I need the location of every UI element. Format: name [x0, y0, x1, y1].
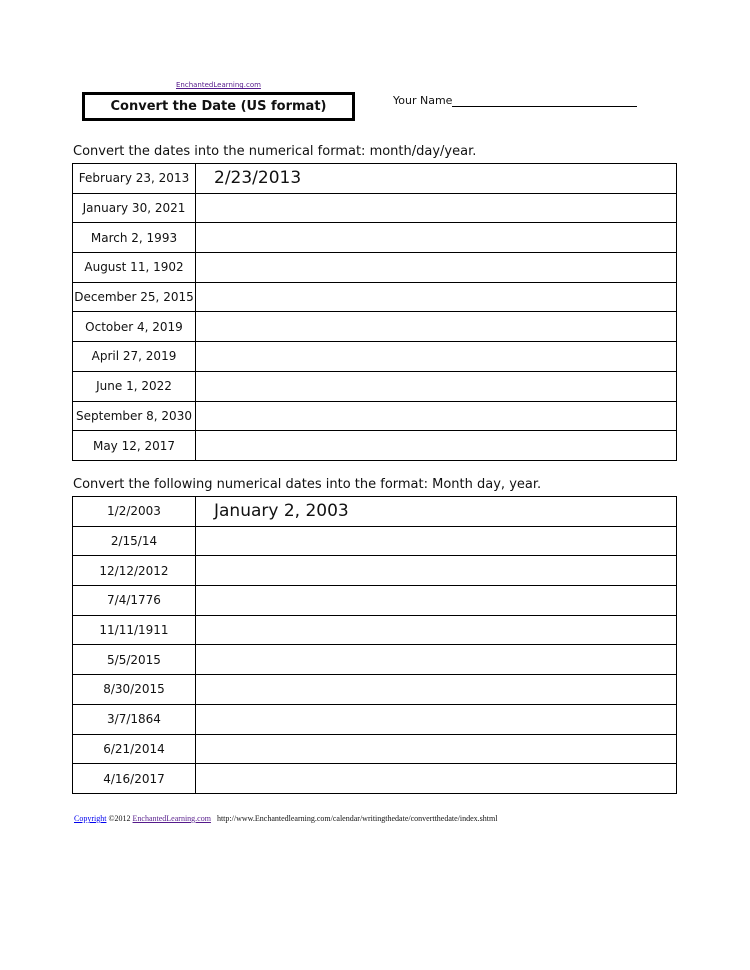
question-cell: August 11, 1902	[73, 253, 196, 283]
table-row	[73, 401, 677, 431]
question-cell: 3/7/1864	[73, 704, 196, 734]
table-row	[73, 675, 677, 705]
footer-url: http://www.Enchantedlearning.com/calendar/writingthedate/convertthedate/index.shtml	[216, 814, 498, 823]
table-row	[73, 645, 677, 675]
answer-cell[interactable]: January 2, 2003	[196, 497, 677, 527]
copyright-year: ©2012	[108, 814, 131, 823]
question-cell: December 25, 2015	[73, 282, 196, 312]
question-cell: 11/11/1911	[73, 615, 196, 645]
answer-cell[interactable]	[196, 342, 677, 372]
question-cell: 8/30/2015	[73, 675, 196, 705]
name-field[interactable]	[393, 94, 637, 107]
question-cell: January 30, 2021	[73, 193, 196, 223]
site-link[interactable]: EnchantedLearning.com	[176, 81, 261, 89]
table-row	[73, 556, 677, 586]
answer-cell[interactable]	[196, 764, 677, 794]
answer-cell[interactable]	[196, 704, 677, 734]
dates-table-1	[72, 163, 677, 461]
name-label: Your Name	[393, 94, 453, 107]
answer-cell[interactable]	[196, 556, 677, 586]
question-cell: 2/15/14	[73, 526, 196, 556]
name-line[interactable]	[452, 96, 637, 107]
answer-cell[interactable]	[196, 645, 677, 675]
copyright-link[interactable]: Copyright	[74, 814, 107, 823]
table-row	[73, 253, 677, 283]
question-cell: 1/2/2003	[73, 497, 196, 527]
answer-cell[interactable]	[196, 615, 677, 645]
answer-cell[interactable]	[196, 401, 677, 431]
table-row	[73, 431, 677, 461]
table-row	[73, 342, 677, 372]
answer-cell[interactable]	[196, 734, 677, 764]
table-row	[73, 764, 677, 794]
table-row	[73, 615, 677, 645]
question-cell: February 23, 2013	[73, 164, 196, 194]
question-cell: March 2, 1993	[73, 223, 196, 253]
question-cell: 5/5/2015	[73, 645, 196, 675]
table-row	[73, 164, 677, 194]
footer-site-link[interactable]: EnchantedLearning.com	[132, 814, 211, 823]
section1-instruction: Convert the dates into the numerical format: month/day/year.	[73, 144, 477, 159]
question-cell: 6/21/2014	[73, 734, 196, 764]
page-title: Convert the Date (US format)	[82, 92, 355, 121]
table-row	[73, 586, 677, 616]
answer-cell[interactable]	[196, 371, 677, 401]
section2-instruction: Convert the following numerical dates into the format: Month day, year.	[73, 477, 542, 492]
answer-cell[interactable]	[196, 223, 677, 253]
answer-cell[interactable]	[196, 193, 677, 223]
question-cell: 7/4/1776	[73, 586, 196, 616]
answer-cell[interactable]	[196, 675, 677, 705]
answer-cell[interactable]	[196, 282, 677, 312]
question-cell: October 4, 2019	[73, 312, 196, 342]
answer-cell[interactable]	[196, 253, 677, 283]
answer-cell[interactable]	[196, 586, 677, 616]
question-cell: September 8, 2030	[73, 401, 196, 431]
answer-cell[interactable]	[196, 431, 677, 461]
table-row	[73, 526, 677, 556]
question-cell: May 12, 2017	[73, 431, 196, 461]
table-row	[73, 734, 677, 764]
table-row	[73, 223, 677, 253]
table-row	[73, 704, 677, 734]
table-row	[73, 193, 677, 223]
answer-cell[interactable]	[196, 312, 677, 342]
answer-cell[interactable]	[196, 526, 677, 556]
question-cell: April 27, 2019	[73, 342, 196, 372]
table-row	[73, 312, 677, 342]
question-cell: 4/16/2017	[73, 764, 196, 794]
question-cell: June 1, 2022	[73, 371, 196, 401]
table-row	[73, 497, 677, 527]
dates-table-2	[72, 496, 677, 794]
table-row	[73, 371, 677, 401]
answer-cell[interactable]: 2/23/2013	[196, 164, 677, 194]
table-row	[73, 282, 677, 312]
question-cell: 12/12/2012	[73, 556, 196, 586]
footer	[74, 814, 497, 823]
